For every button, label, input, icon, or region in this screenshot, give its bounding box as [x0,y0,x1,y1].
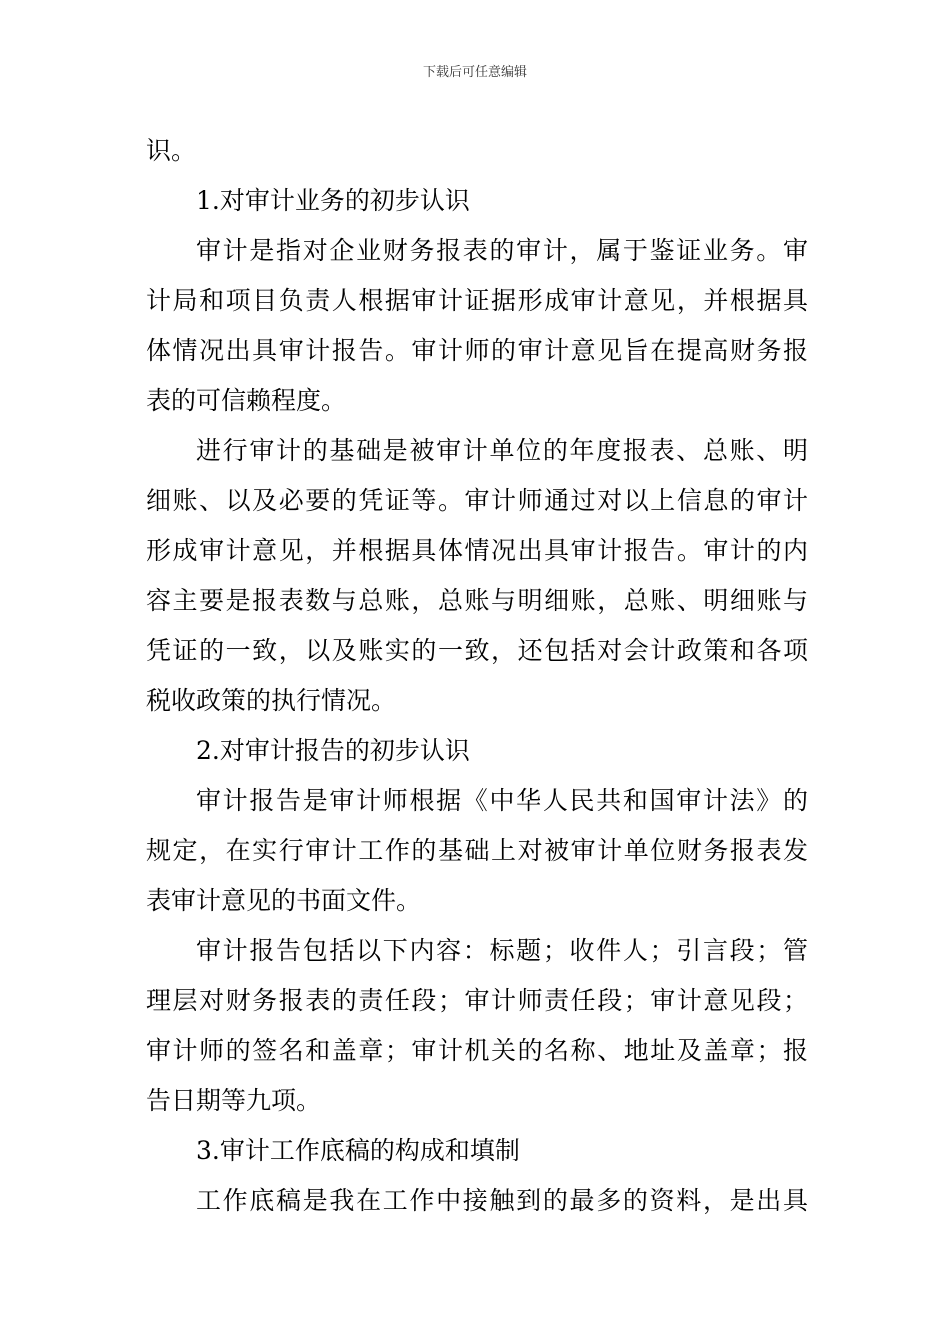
text-line: 税收政策的执行情况。 [146,686,397,715]
text-line: 体情况出具审计报告。审计师的审计意见旨在提高财务报 [146,336,808,365]
text-line: 理层对财务报表的责任段；审计师责任段；审计意见段； [146,986,808,1015]
section-heading: 2.对审计报告的初步认识 [196,736,470,765]
text-line: 容主要是报表数与总账，总账与明细账，总账、明细账与 [146,586,808,615]
text-line: 表的可信赖程度。 [146,386,347,415]
section-heading: 1.对审计业务的初步认识 [196,186,470,215]
text-line: 进行审计的基础是被审计单位的年度报表、总账、明 [196,436,808,465]
text-line: 细账、以及必要的凭证等。审计师通过对以上信息的审计 [146,486,808,515]
text-line: 工作底稿是我在工作中接触到的最多的资料，是出具 [196,1186,808,1215]
text-line: 审计报告是审计师根据《中华人民共和国审计法》的 [196,786,808,815]
text-line: 告日期等九项。 [146,1086,322,1115]
section-heading: 3.审计工作底稿的构成和填制 [196,1136,520,1165]
text-line: 审计是指对企业财务报表的审计，属于鉴证业务。审 [196,236,808,265]
text-line: 表审计意见的书面文件。 [146,886,422,915]
text-line: 规定，在实行审计工作的基础上对被审计单位财务报表发 [146,836,808,865]
text-line: 计局和项目负责人根据审计证据形成审计意见，并根据具 [146,286,808,315]
text-line: 审计师的签名和盖章；审计机关的名称、地址及盖章；报 [146,1036,808,1065]
text-line: 形成审计意见，并根据具体情况出具审计报告。审计的内 [146,536,808,565]
page-header: 下载后可任意编辑 [422,65,527,80]
text-line: 识。 [146,136,197,165]
text-line: 凭证的一致，以及账实的一致，还包括对会计政策和各项 [146,636,808,665]
text-line: 审计报告包括以下内容：标题；收件人；引言段；管 [196,936,808,965]
